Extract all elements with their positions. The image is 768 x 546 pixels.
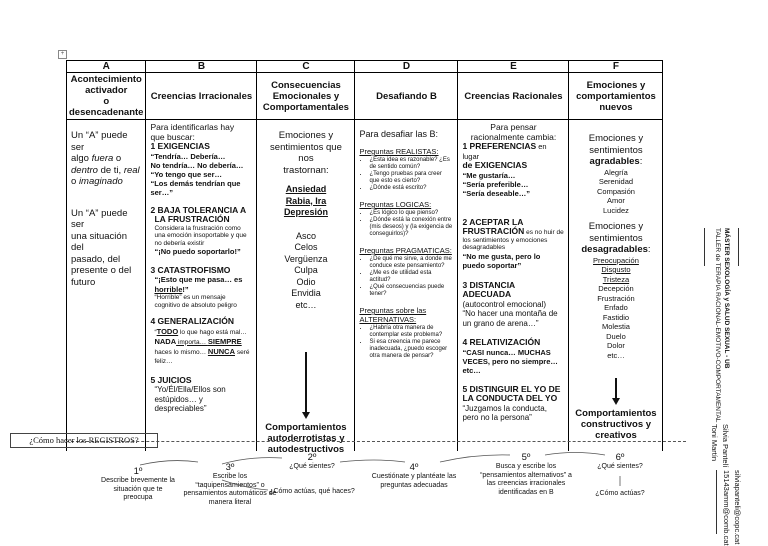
text-line: constructivos y bbox=[580, 419, 652, 430]
text-line: ¿Qué sientes? bbox=[597, 463, 643, 470]
text-line: identificadas en B bbox=[498, 488, 554, 496]
header-a-line: Acontecimiento bbox=[70, 74, 142, 85]
text-line: “Sería preferible… bbox=[462, 179, 529, 189]
text-line: autodestructivos bbox=[267, 444, 345, 455]
flow-arrow bbox=[440, 455, 510, 462]
text-line: pensamientos automáticos de bbox=[183, 490, 277, 497]
text-line: desagradables bbox=[462, 244, 506, 251]
side-divider bbox=[716, 470, 717, 534]
text-line: Cuestiónate y plantéate las bbox=[371, 473, 457, 480]
header-a-line: activador bbox=[85, 85, 128, 96]
text-line: Un “A” puede ser bbox=[71, 207, 128, 230]
text-line: Para pensar bbox=[490, 122, 537, 132]
list-item: • ¿Esta idea es razonable? ¿Es de sentido común? bbox=[369, 157, 453, 171]
text-line: futuro bbox=[71, 276, 96, 288]
list-item: Asco bbox=[295, 230, 316, 241]
text-line: “Sería deseable…” bbox=[462, 188, 530, 198]
text-line: pero no la persona” bbox=[462, 413, 532, 422]
text-line: FRUSTRACIÓN es no huir de bbox=[462, 226, 564, 236]
text-line: que buscar: bbox=[150, 131, 195, 142]
text-line: estúpidos… y bbox=[154, 394, 203, 404]
text-line: o imaginado bbox=[71, 176, 123, 187]
list-item: Odio bbox=[296, 276, 316, 287]
text-line: Escribe los bbox=[212, 473, 248, 480]
step-6b: ¿Cómo actúas? bbox=[595, 490, 645, 497]
list-item: Vergüenza bbox=[284, 253, 328, 264]
side-email-2: 15143amm@comb.cat bbox=[722, 470, 731, 546]
text-line: Preguntas sobre las bbox=[359, 306, 427, 315]
side-bracket bbox=[704, 228, 705, 266]
text-line: una emoción insoportable y que bbox=[154, 232, 247, 239]
text-line: sentimientos que nos bbox=[270, 141, 342, 164]
header-c-line: Comportamentales bbox=[262, 101, 349, 113]
text-line: Emociones y bbox=[588, 133, 644, 144]
text-line: “No hacer una montaña de bbox=[462, 309, 558, 318]
text-line: sentimientos bbox=[589, 144, 643, 156]
text-line: Emociones y bbox=[278, 130, 334, 141]
text-line: creativos bbox=[595, 430, 637, 441]
text-line: Rabia, Ira bbox=[285, 195, 327, 206]
text-line: Ansiedad bbox=[285, 184, 327, 194]
header-f-line: Emociones y bbox=[586, 79, 646, 91]
text-line: Un “A” puede ser bbox=[71, 130, 128, 153]
text-line: (autocontrol emocional) bbox=[462, 299, 547, 309]
text-line: 2 ACEPTAR LA bbox=[462, 216, 524, 227]
text-line: LA FRUSTRACIÓN bbox=[154, 214, 230, 224]
column-letter-d: D bbox=[355, 61, 458, 73]
header-e: Creencias Racionales bbox=[458, 73, 569, 120]
header-d: Desafiando B bbox=[355, 73, 458, 120]
text-line: Describe brevemente la bbox=[101, 477, 175, 484]
text-line: NADA importa… SIEMPRE bbox=[154, 336, 242, 346]
header-a-line: desencadenante bbox=[69, 107, 144, 118]
section-exigencias: 1 EXIGENCIAS bbox=[150, 141, 210, 151]
text-line: puedo soportar” bbox=[462, 260, 522, 270]
header-c-line: Consecuencias bbox=[271, 79, 341, 91]
column-letter-b: B bbox=[146, 61, 257, 73]
text-line: agradables: bbox=[589, 156, 643, 167]
text-line: feliz… bbox=[154, 357, 173, 365]
flow-arrow bbox=[340, 460, 405, 462]
list-item: Preocupación bbox=[593, 255, 639, 265]
header-f-line: nuevos bbox=[599, 101, 633, 113]
section-generalizacion: 4 GENERALIZACIÓN bbox=[150, 316, 235, 326]
step-number: 1º bbox=[133, 466, 143, 477]
text-line: las creencias irracionales bbox=[486, 480, 566, 487]
text-line: “Yo/Él/Ella/Ellos son bbox=[154, 385, 226, 394]
section-juicios: 5 JUICIOS bbox=[150, 374, 192, 385]
list-item: Alegría bbox=[604, 167, 628, 177]
list-item: • ¿Es lógico lo que pienso? bbox=[369, 210, 453, 217]
tolerancia-quote: “¡No puedo soportarlo!” bbox=[154, 247, 241, 256]
list-item: Celos bbox=[294, 242, 318, 252]
text-line: desagradables: bbox=[581, 244, 651, 255]
list-item: Decepción bbox=[598, 284, 634, 293]
text-line: “Juzgamos la conducta, bbox=[462, 403, 547, 413]
column-letter-f: F bbox=[569, 61, 663, 73]
text-line: etc… bbox=[462, 365, 481, 375]
header-b: Creencias Irracionales bbox=[146, 73, 257, 120]
text-line: VECES, pero no siempre… bbox=[462, 356, 558, 366]
list-item: Lucidez bbox=[603, 205, 629, 215]
text-line: LA CONDUCTA DEL YO bbox=[462, 393, 558, 403]
header-c-line: Emocionales y bbox=[272, 90, 340, 102]
list-item: Duelo bbox=[606, 331, 626, 341]
text-line: “¡Esto que me pasa… es bbox=[154, 275, 243, 284]
text-line: sentimientos bbox=[589, 232, 643, 244]
flow-arrow bbox=[222, 458, 282, 464]
section-preferencias: 1 PREFERENCIAS en lugar bbox=[462, 141, 547, 161]
list-item: Culpa bbox=[294, 265, 318, 275]
text-line: Busca y escribe los bbox=[495, 463, 557, 470]
text-line: trastornan: bbox=[283, 164, 329, 176]
list-item: Amor bbox=[606, 196, 625, 205]
text-line: racionalmente cambia: bbox=[470, 131, 557, 142]
list-item: Enfado bbox=[604, 303, 628, 312]
text-line: ALTERNATIVAS: bbox=[359, 315, 417, 324]
list-item: • ¿Qué consecuencias puede tener? bbox=[369, 284, 453, 298]
list-item: Dolor bbox=[606, 341, 625, 350]
section-catastrofismo: 3 CATASTROFISMO bbox=[150, 264, 231, 275]
text-line: No tendría… No debería… bbox=[150, 160, 244, 170]
header-a-line: o bbox=[103, 96, 110, 107]
text-line: algo fuera o bbox=[71, 153, 122, 164]
side-author-2: Toni Martín bbox=[710, 424, 719, 462]
step-number: 4º bbox=[409, 462, 419, 473]
list-item: Compasión bbox=[596, 186, 635, 196]
text-line: Comportamientos bbox=[575, 408, 657, 419]
text-line: “CASI nunca… MUCHAS bbox=[462, 347, 551, 357]
text-line: manera literal bbox=[208, 498, 252, 506]
text-line: “Tendría… Debería… bbox=[150, 151, 226, 161]
list-item: etc… bbox=[607, 350, 625, 360]
text-line: dentro de ti, real bbox=[71, 164, 140, 176]
text-line: “Yo tengo que ser… bbox=[150, 169, 222, 179]
column-letter-a: A bbox=[67, 61, 146, 73]
list-item: • Si esa creencia me parece inadecuada, ¿puedo escoger otra manera de pensar? bbox=[369, 339, 453, 360]
text-line: preocupa bbox=[123, 494, 153, 501]
text-line: 2 BAJA TOLERANCIA A bbox=[150, 204, 247, 215]
side-bracket bbox=[738, 228, 739, 266]
text-line: Para desafiar las B: bbox=[359, 129, 438, 139]
step-number: 2º bbox=[307, 452, 317, 463]
text-line: de EXIGENCIAS bbox=[462, 160, 528, 170]
flow-arrow bbox=[140, 461, 198, 465]
text-line: autoderrotistas y bbox=[267, 433, 345, 444]
side-title: MÁSTER SEXOLOGÍA y SALUD SEXUAL - UB bbox=[723, 228, 730, 369]
sheet-corner-handle[interactable]: + bbox=[58, 50, 67, 59]
text-line: haces lo mismo… NUNCA seré bbox=[154, 346, 250, 356]
list-item: Disgusto bbox=[601, 265, 631, 274]
side-author-1: Silvia Pantelí bbox=[721, 424, 730, 468]
text-line: “pensamientos alternativos” a bbox=[480, 471, 572, 479]
list-item: • ¿Me es de utilidad esta actitud? bbox=[369, 270, 453, 284]
text-line: “Los demás tendrían que bbox=[150, 178, 241, 188]
logicas-heading: Preguntas LOGICAS: bbox=[359, 200, 432, 209]
text-line: 5 DISTINGUIR EL YO DE bbox=[462, 383, 561, 394]
text-line: “TODO lo que hago está mal… bbox=[154, 326, 247, 336]
side-subtitle: TALLER de TERAPIA RACIONAL-EMOTIVO-COMPORTAMENTAL bbox=[714, 228, 721, 423]
step-number: 3º bbox=[225, 462, 235, 473]
text-line: pasado, del bbox=[71, 253, 121, 265]
text-line: despreciables” bbox=[154, 404, 207, 413]
text-line: un grano de arena…” bbox=[462, 318, 539, 328]
list-item: • ¿Habría otra manera de contemplar este problema? bbox=[369, 325, 453, 339]
list-item: Frustración bbox=[597, 293, 635, 303]
text-line: Depresión bbox=[283, 207, 328, 217]
step-number: 5º bbox=[521, 452, 531, 463]
text-line: ser…” bbox=[150, 187, 173, 197]
text-line: Para identificarlas hay bbox=[150, 122, 235, 132]
realistas-heading: Preguntas REALISTAS: bbox=[359, 147, 439, 156]
text-line: Considera la frustración como bbox=[154, 224, 241, 232]
list-item: Molestia bbox=[601, 322, 630, 331]
step-number: 6º bbox=[615, 452, 625, 463]
list-item: • ¿Tengo pruebas para creer que esto es cierto? bbox=[369, 171, 453, 185]
step-2b: ¿Cómo actúas, qué haces? bbox=[269, 488, 355, 495]
text-line: “Horrible” es un mensaje bbox=[154, 294, 226, 301]
side-email-1: silviapanteli@copc.cat bbox=[733, 470, 742, 545]
text-line: ¿Qué sientes? bbox=[289, 463, 335, 470]
list-item: Tristeza bbox=[602, 274, 630, 284]
text-line: situación que te bbox=[113, 485, 163, 493]
list-item: Fastidio bbox=[602, 312, 630, 322]
header-f-line: comportamientos bbox=[576, 90, 656, 102]
list-item: Envidia bbox=[291, 288, 321, 298]
text-line: una situación del bbox=[71, 230, 127, 253]
section-distancia: 3 DISTANCIA ADECUADA bbox=[462, 279, 515, 299]
column-letter-c: C bbox=[257, 61, 355, 73]
list-item: Serenidad bbox=[598, 177, 634, 186]
text-line: “taquipensamientos” o bbox=[195, 481, 265, 489]
text-line: Emociones y bbox=[588, 221, 644, 232]
text-line: los sentimientos y emociones bbox=[462, 236, 548, 244]
list-item: • ¿Dónde está la conexión entre (mis deseos) y (la exigencia de conseguirlos)? bbox=[369, 217, 453, 238]
flow-arrow bbox=[222, 480, 268, 490]
pragmaticas-heading: Preguntas PRAGMATICAS: bbox=[359, 246, 452, 255]
text-line: “Me gustaría… bbox=[462, 170, 516, 180]
text-line: no debería existir bbox=[154, 239, 205, 247]
text-line: horrible!” bbox=[154, 284, 189, 294]
text-line: presente o del bbox=[71, 265, 132, 276]
text-line: preguntas adecuadas bbox=[380, 481, 448, 489]
section-relativizacion: 4 RELATIVIZACIÓN bbox=[462, 337, 541, 347]
flow-arrow bbox=[545, 453, 605, 456]
text-line: “No me gusta, pero lo bbox=[462, 251, 541, 261]
text-line: cognitivo de absoluto peligro bbox=[154, 301, 237, 309]
registros-label: ¿Cómo hacer los REGISTROS? bbox=[10, 433, 158, 448]
list-item: etc… bbox=[295, 299, 317, 310]
list-item: • ¿De qué me sirve, a donde me conduce este pensamiento? bbox=[369, 256, 453, 270]
text-line: Comportamientos bbox=[265, 422, 347, 433]
list-item: • ¿Dónde está escrito? bbox=[369, 185, 453, 192]
column-letter-e: E bbox=[458, 61, 569, 73]
